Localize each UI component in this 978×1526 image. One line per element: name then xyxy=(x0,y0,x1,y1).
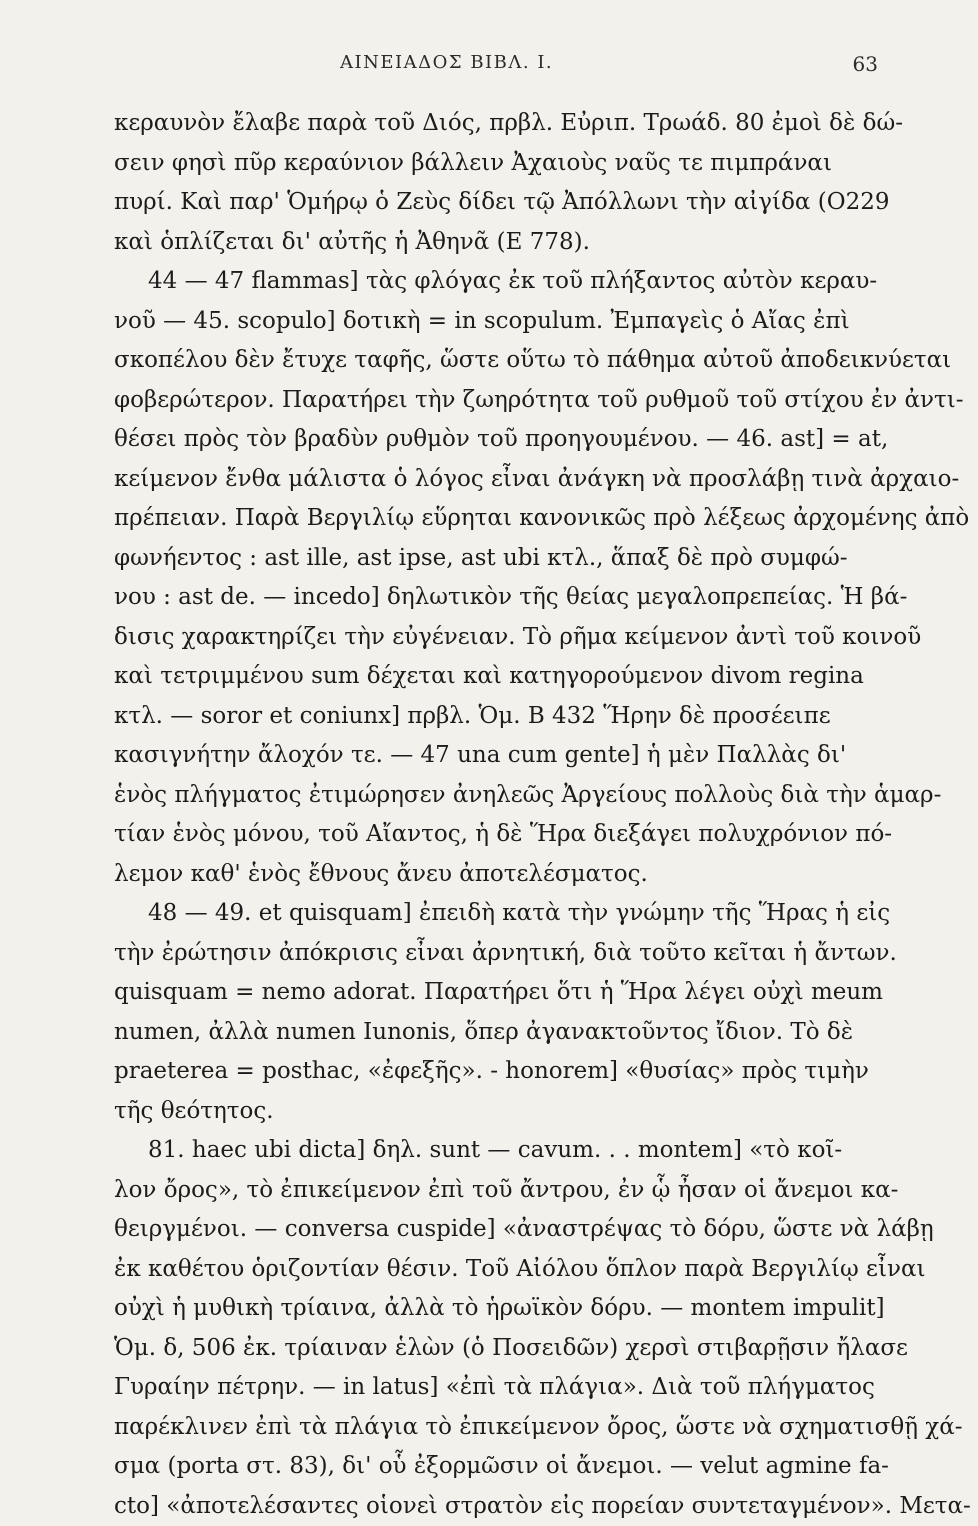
text-line: 48 — 49. et quisquam] ἐπειδὴ κατὰ τὴν γνώμην τῆς Ἥρας ἡ εἰς xyxy=(114,894,874,934)
text-line: πρέπειαν. Παρὰ Βεργιλίῳ εὕρηται κανονικῶς πρὸ λέξεως ἀρχομένης ἀπὸ xyxy=(114,499,874,539)
text-line: θειργμένοι. — conversa cuspide] «ἀναστρέψας τὸ δόρυ, ὥστε νὰ λάβῃ xyxy=(114,1210,874,1250)
text-line: σειν φησὶ πῦρ κεραύνιον βάλλειν Ἀχαιοὺς ναῦς τε πιμπράναι xyxy=(114,144,874,184)
text-line: νοῦ — 45. scopulo] δοτικὴ = in scopulum. Ἐμπαγεὶς ὁ Αἴας ἐπὶ xyxy=(114,302,874,342)
text-line: νου : ast de. — incedo] δηλωτικὸν τῆς θείας μεγαλοπρεπείας. Ἡ βά- xyxy=(114,578,874,618)
running-title: ΑΙΝΕΙΑΔΟΣ ΒΙΒΛ. Ι. xyxy=(340,52,553,73)
text-line: φωνήεντος : ast ille, ast ipse, ast ubi κτλ., ἅπαξ δὲ πρὸ συμφώ- xyxy=(114,539,874,579)
text-line: θέσει πρὸς τὸν βραδὺν ρυθμὸν τοῦ προηγουμένου. — 46. ast] = at, xyxy=(114,420,874,460)
text-line: τὴν ἐρώτησιν ἀπόκρισις εἶναι ἀρνητική, διὰ τοῦτο κεῖται ἡ ἄντων. xyxy=(114,934,874,974)
text-line: φοβερώτερον. Παρατήρει τὴν ζωηρότητα τοῦ ρυθμοῦ τοῦ στίχου ἐν ἀντι- xyxy=(114,381,874,421)
text-line: 44 — 47 flammas] τὰς φλόγας ἐκ τοῦ πλήξαντος αὐτὸν κεραυ- xyxy=(114,262,874,302)
text-line: τῆς θεότητος. xyxy=(114,1092,874,1132)
text-line: Γυραίην πέτρην. — in latus] «ἐπὶ τὰ πλάγια». Διὰ τοῦ πλήγματος xyxy=(114,1368,874,1408)
page-number: 63 xyxy=(853,52,878,76)
text-line: quisquam = nemo adorat. Παρατήρει ὅτι ἡ Ἥρα λέγει οὐχὶ meum xyxy=(114,973,874,1013)
text-line: δισις χαρακτηρίζει τὴν εὐγένειαν. Τὸ ρῆμα κείμενον ἀντὶ τοῦ κοινοῦ xyxy=(114,618,874,658)
text-line: ἐκ καθέτου ὁριζοντίαν θέσιν. Τοῦ Αἰόλου ὅπλον παρὰ Βεργιλίῳ εἶναι xyxy=(114,1250,874,1290)
text-line: κασιγνήτην ἄλοχόν τε. — 47 una cum gente] ἡ μὲν Παλλὰς δι' xyxy=(114,736,874,776)
text-line: λεμον καθ' ἑνὸς ἔθνους ἄνευ ἀποτελέσματος. xyxy=(114,855,874,895)
text-line: κτλ. — soror et coniunx] πρβλ. Ὁμ. Β 432 Ἥρην δὲ προσέειπε xyxy=(114,697,874,737)
text-line: πυρί. Καὶ παρ' Ὁμήρῳ ὁ Ζεὺς δίδει τῷ Ἀπόλλωνι τὴν αἰγίδα (Ο229 xyxy=(114,183,874,223)
text-line: τίαν ἑνὸς μόνου, τοῦ Αἴαντος, ἡ δὲ Ἥρα διεξάγει πολυχρόνιον πό- xyxy=(114,815,874,855)
text-line: κεραυνὸν ἔλαβε παρὰ τοῦ Διός, πρβλ. Εὐριπ. Τρωάδ. 80 ἐμοὶ δὲ δώ- xyxy=(114,104,874,144)
text-line: καὶ ὁπλίζεται δι' αὐτῆς ἡ Ἀθηνᾶ (Ε 778). xyxy=(114,223,874,263)
text-line: praeterea = posthac, «ἐφεξῆς». - honorem] «θυσίας» πρὸς τιμὴν xyxy=(114,1052,874,1092)
text-line: καὶ τετριμμένου sum δέχεται καὶ κατηγορούμενον divom regina xyxy=(114,657,874,697)
text-line: παρέκλινεν ἐπὶ τὰ πλάγια τὸ ἐπικείμενον ὄρος, ὥστε νὰ σχηματισθῇ χά- xyxy=(114,1408,874,1448)
text-line: λον ὄρος», τὸ ἐπικείμενον ἐπὶ τοῦ ἄντρου, ἐν ᾧ ἦσαν οἱ ἄνεμοι κα- xyxy=(114,1171,874,1211)
commentary-text xyxy=(114,104,874,1526)
text-line: Ὁμ. δ, 506 ἐκ. τρίαιναν ἑλὼν (ὁ Ποσειδῶν) χερσὶ στιβαρῇσιν ἤλασε xyxy=(114,1329,874,1369)
text-line: σκοπέλου δὲν ἔτυχε ταφῆς, ὥστε οὕτω τὸ πάθημα αὐτοῦ ἀποδεικνύεται xyxy=(114,341,874,381)
text-line: σμα (porta στ. 83), δι' οὗ ἐξορμῶσιν οἱ ἄνεμοι. — velut agmine fa- xyxy=(114,1447,874,1487)
text-line: κείμενον ἔνθα μάλιστα ὁ λόγος εἶναι ἀνάγκη νὰ προσλάβῃ τινὰ ἀρχαιο- xyxy=(114,460,874,500)
text-line: ἑνὸς πλήγματος ἐτιμώρησεν ἀνηλεῶς Ἀργείους πολλοὺς διὰ τὴν ἁμαρ- xyxy=(114,776,874,816)
page-header xyxy=(0,52,978,82)
text-line: 81. haec ubi dicta] δηλ. sunt — cavum. . . montem] «τὸ κοῖ- xyxy=(114,1131,874,1171)
text-line: cto] «ἀποτελέσαντες οἱονεὶ στρατὸν εἰς πορείαν συντεταγμένον». Μετα- xyxy=(114,1487,874,1526)
text-line: οὐχὶ ἡ μυθικὴ τρίαινα, ἀλλὰ τὸ ἡρωϊκὸν δόρυ. — montem impulit] xyxy=(114,1289,874,1329)
text-line: numen, ἀλλὰ numen Iunonis, ὅπερ ἀγανακτοῦντος ἴδιον. Τὸ δὲ xyxy=(114,1013,874,1053)
